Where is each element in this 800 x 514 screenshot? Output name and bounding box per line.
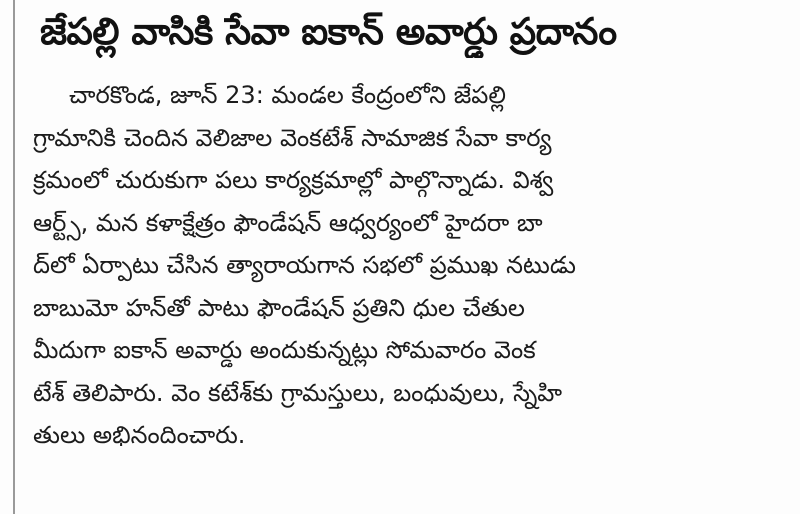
article-line: చారకొండ, జూన్ 23: మండల కేంద్రంలోని జేపల్లి [69, 81, 506, 109]
article-line: క్రమంలో చురుకుగా పలు కార్యక్రమాల్లో పాల్గొన్నాడు. విశ్వ [33, 166, 554, 194]
article-headline: జేపల్లి వాసికి సేవా ఐకాన్ అవార్డు ప్రదానం [40, 10, 617, 53]
article-line: ద్‌లో ఏర్పాటు చేసిన త్యారాయగాన సభలో ప్రముఖ నటుడు [33, 251, 576, 279]
article-line: ఆర్ట్స్, మన కళాక్షేత్రం ఫౌండేషన్ ఆధ్వర్యంలో హైదరా బా [33, 208, 543, 237]
column-divider [13, 0, 15, 514]
article-line: గ్రామానికి చెందిన వెలిజాల వెంకటేశ్ సామాజిక సేవా కార్య [33, 123, 552, 152]
article-body [33, 74, 763, 457]
article-line: టేశ్ తెలిపారు. వెం కటేశ్‌కు గ్రామస్తులు, బంధువులు, స్నేహి [33, 378, 563, 407]
article-line: మీదుగా ఐకాన్ అవార్డు అందుకున్నట్లు సోమవారం వెంక [33, 336, 536, 364]
article-line: బాబుమో హన్‌తో పాటు ఫౌండేషన్ ప్రతిని ధుల చేతుల [33, 293, 525, 322]
article-line: తులు అభినందించారు. [33, 421, 246, 449]
